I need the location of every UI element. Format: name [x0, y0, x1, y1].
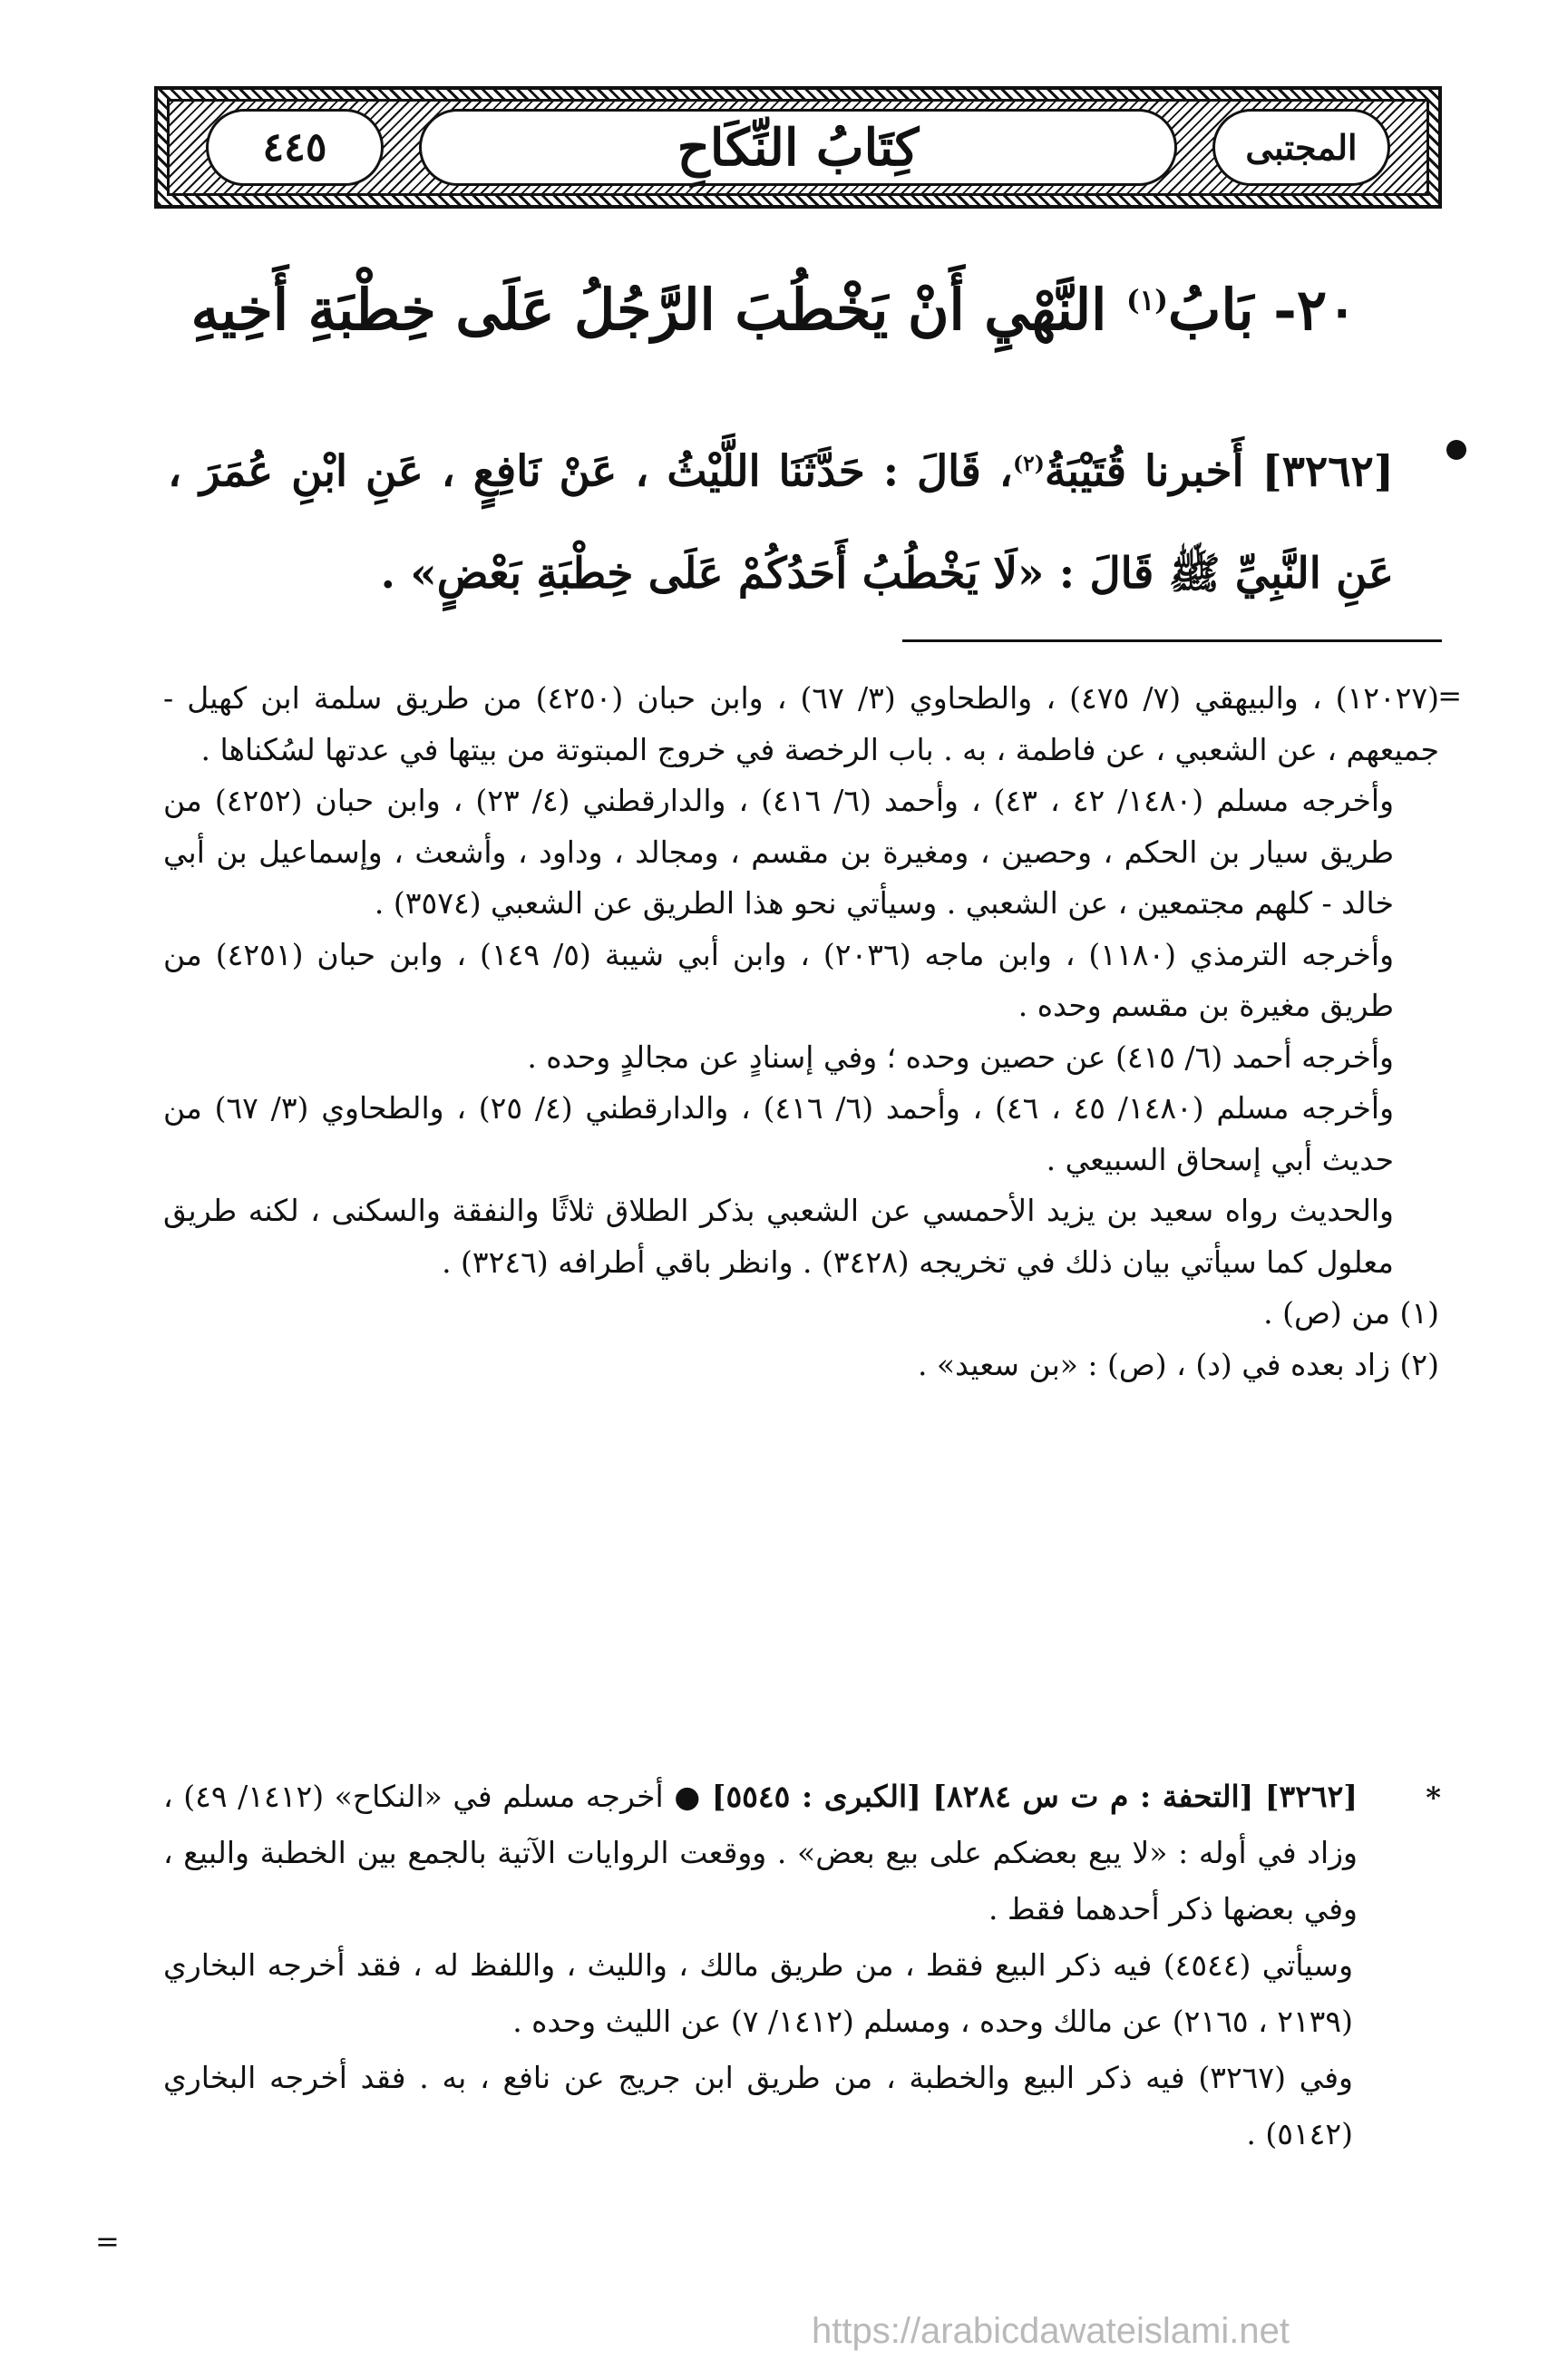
watermark: https://arabicdawateislami.net [812, 2311, 1290, 2351]
book-logo: المجتبى [1212, 109, 1390, 186]
footnote-paragraph: وأخرجه مسلم (١٤٨٠/ ٤٥ ، ٤٦) ، وأحمد (٦/ ٤١٦) ، والدارقطني (٤/ ٢٥) ، والطحاوي (٣/ ٦٧) من حديث أبي إسحاق السبيعي . [163, 1090, 1395, 1177]
takhrij-first [163, 1769, 1398, 1937]
takhrij-paragraph: أخرجه مسلم في «النكاح» (١٤١٢/ ٤٩) ، وزاد في أوله : «لا يبع بعضكم على بيع بعض» . ووقعت الروايات الآتية بالجمع بين الخطبة والبيع ، وفي بعضها ذكر أحدهما فقط . [163, 1779, 1358, 1926]
footnote-paragraph: وأخرجه أحمد (٦/ ٤١٥) عن حصين وحده ؛ وفي إسنادٍ عن مجالدٍ وحده . [527, 1039, 1394, 1075]
continuation-mark-top: = [1437, 678, 1462, 713]
page-header [154, 86, 1442, 209]
takhrij-paragraph: وفي (٣٢٦٧) فيه ذكر البيع والخطبة ، من طريق ابن جريج عن نافع ، به . فقد أخرجه البخاري (٥١٤٢) . [163, 2060, 1353, 2151]
takhrij-bullet: ● [674, 1779, 702, 1814]
footnote-1: (١) من (ص) . [1263, 1295, 1439, 1331]
page-number: ٤٤٥ [206, 109, 384, 186]
footnote-paragraph: وأخرجه مسلم (١٤٨٠/ ٤٢ ، ٤٣) ، وأحمد (٦/ ٤١٦) ، والدارقطني (٤/ ٢٣) ، وابن حبان (٤٢٥٢) من طريق سيار بن الحكم ، وحصين ، ومغيرة بن مقسم ، ومجالد ، وداود ، وأشعث ، وإسماعيل بن أبي خالد - كلهم مجتمعين ، عن الشعبي . وسيأتي نحو هذا الطريق عن الشعبي (٣٥٧٤) . [163, 783, 1395, 921]
footnote-paragraph: والحديث رواه سعيد بن يزيد الأحمسي عن الشعبي بذكر الطلاق ثلاثًا والنفقة والسكنى ، لكنه طريق معلول كما سيأتي بيان ذلك في تخريجه (٣٤٢٨) . وانظر باقي أطرافه (٣٢٤٦) . [163, 1193, 1394, 1280]
chapter-title: النَّهْيِ أَنْ يَخْطُبَ الرَّجُلُ عَلَى خِطْبَةِ أَخِيهِ [190, 277, 1107, 343]
hadith-body: ، قَالَ : حَدَّثَنَا اللَّيْثُ ، عَنْ نَافِعٍ ، عَنِ ابْنِ عُمَرَ ، عَنِ النَّبِيِّ ﷺ قَالَ : «لَا يَخْطُبُ أَحَدُكُمْ عَلَى خِطْبَةِ بَعْضٍ» . [168, 446, 1394, 599]
footnote-divider [902, 639, 1442, 642]
hadith-opening: أَخبرنا قُتَيْبَةُ [1044, 446, 1244, 497]
footnote-2: (٢) زاد بعده في (د) ، (ص) : «بن سعيد» . [917, 1346, 1439, 1382]
chapter-prefix: ٢٠- بَابُ [1167, 277, 1358, 343]
header-ornament [167, 99, 1429, 196]
hadith-bullet [1446, 440, 1466, 460]
chapter-footnote-ref: (١) [1125, 284, 1168, 317]
footnote-paragraph: (١٢٠٢٧) ، والبيهقي (٧/ ٤٧٥) ، والطحاوي (٣/ ٦٧) ، وابن حبان (٤٢٥٠) من طريق سلمة ابن كهيل - جميعهم ، عن الشعبي ، عن فاطمة ، به . باب الرخصة في خروج المبتوتة من بيتها في عدتها لسُكناها . [163, 680, 1439, 767]
takhrij-tag: [٣٢٦٢] [التحفة : م ت س ٨٢٨٤] [الكبرى : ٥٥٤٥] [711, 1779, 1358, 1814]
takhrij-star: * [1426, 1780, 1441, 1815]
hadith-footnote-ref: (٢) [1012, 451, 1045, 476]
takhrij-paragraph: وسيأتي (٤٥٤٤) فيه ذكر البيع فقط ، من طريق مالك ، والليث ، واللفظ له ، فقد أخرجه البخاري (٢١٣٩ ، ٢١٦٥) عن مالك وحده ، ومسلم (١٤١٢/ ٧) عن الليث وحده . [163, 1947, 1354, 2039]
hadith-text [168, 413, 1394, 625]
book-title: كِتَابُ النِّكَاحِ [419, 109, 1177, 186]
hadith-number: [٣٢٦٢] [1261, 446, 1394, 497]
footnotes [163, 673, 1439, 1390]
chapter-heading [163, 277, 1385, 367]
takhrij-block [163, 1769, 1398, 2162]
footnote-paragraph: وأخرجه الترمذي (١١٨٠) ، وابن ماجه (٢٠٣٦) ، وابن أبي شيبة (٥/ ١٤٩) ، وابن حبان (٤٢٥١) من طريق مغيرة بن مقسم وحده . [163, 936, 1395, 1023]
continuation-mark-bottom: = [95, 2224, 120, 2258]
